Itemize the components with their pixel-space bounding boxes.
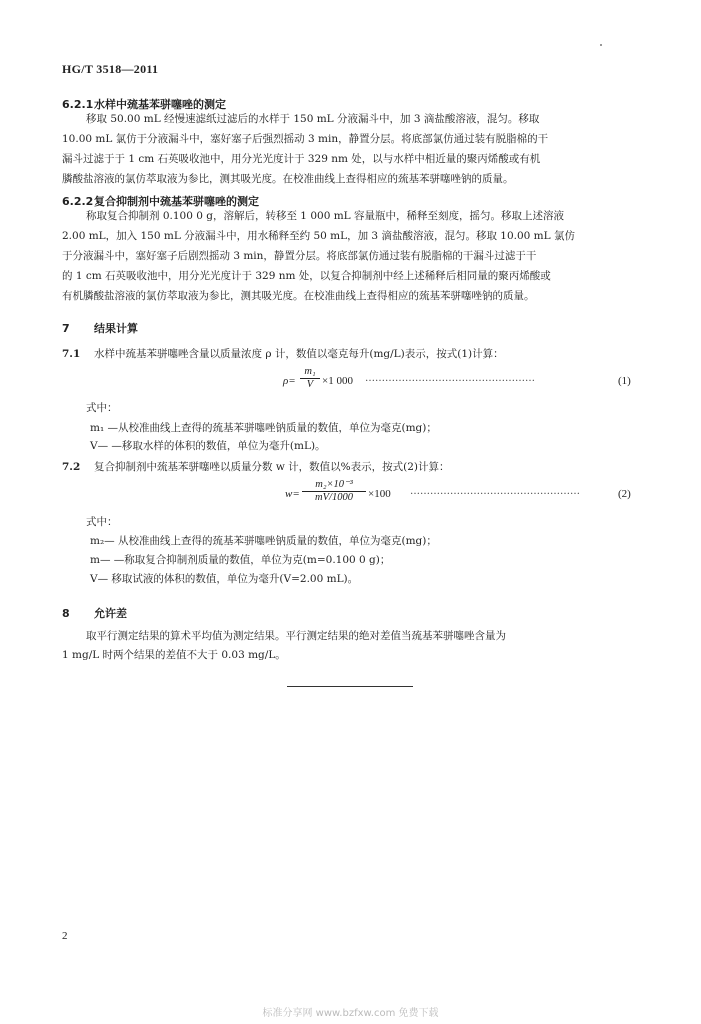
where-label: 式中： [86,516,118,528]
variable-definition: m₂— 从校准曲线上查得的巯基苯骈噻唑钠质量的数值，单位为毫克(mg)； [90,535,437,547]
paragraph-line: 称取复合抑制剂 0.100 0 g，溶解后，转移至 1 000 mL 容量瓶中，稀释至刻度，摇匀。移取上述溶液 [86,210,564,222]
variable-definition: m— —称取复合抑制剂质量的数值，单位为克(m=0.100 0 g)； [90,554,391,566]
section-7-1-text [62,344,504,364]
speck-mark [600,44,602,46]
paragraph-line: 漏斗过滤于于 1 cm 石英吸收池中，用分光光度计于 329 nm 处，以与水样中相近量的聚丙烯酸或有机 [62,153,541,165]
page-number: 2 [62,930,68,942]
equation-1-fraction [300,366,320,391]
section-number: 6.2.1 [62,98,94,111]
variable-definition: V— 移取试液的体积的数值，单位为毫升(V=2.00 mL)。 [90,573,359,585]
equation-2-leader: …………………………………………… [410,486,580,497]
variable-definition: V— —移取水样的体积的数值，单位为毫升(mL)。 [90,440,326,452]
section-number: 7 [62,322,70,335]
equation-1-lhs: ρ= [283,375,296,387]
section-title: 复合抑制剂中巯基苯骈噻唑的测定 [94,195,259,208]
paragraph-line: 膦酸盐溶液的氯仿萃取液为参比，测其吸光度。在校准曲线上查得相应的巯基苯骈噻唑钠的质量。 [62,173,514,185]
equation-1-leader: …………………………………………… [365,373,535,384]
paragraph-line: 1 mg/L 时两个结果的差值不大于 0.03 mg/L。 [62,649,286,661]
variable-definition: m₁ —从校准曲线上查得的巯基苯骈噻唑钠质量的数值，单位为毫克(mg)； [90,422,437,434]
paragraph-line: 10.00 mL 氯仿于分液漏斗中，塞好塞子后强烈摇动 3 min，静置分层。将底部氯仿通过装有脱脂棉的干 [62,133,549,145]
paragraph-line: 取平行测定结果的算术平均值为测定结果。平行测定结果的绝对差值当巯基苯骈噻唑含量为 [86,630,506,642]
section-number: 7.1 [62,348,81,360]
equation-2-rhs: ×100 [368,488,391,500]
equation-2-lhs: w= [285,488,300,500]
paragraph-line: 于分液漏斗中，塞好塞子后剧烈摇动 3 min，静置分层。将底部氯仿通过装有脱脂棉的干漏斗过滤于干 [62,250,537,262]
standard-code-header: HG/T 3518—2011 [62,62,159,76]
section-text: 复合抑制剂中巯基苯骈噻唑以质量分数 w 计，数值以%表示，按式(2)计算： [94,461,450,473]
section-title: 结果计算 [94,322,138,335]
paragraph-line: 有机膦酸盐溶液的氯仿萃取液为参比，测其吸光度。在校准曲线上查得相应的巯基苯骈噻唑钠的质量。 [62,290,535,302]
equation-1-rhs: ×1 000 [322,375,353,387]
section-text: 水样中巯基苯骈噻唑含量以质量浓度 ρ 计，数值以毫克每升(mg/L)表示，按式(1)计算： [94,348,504,360]
section-title: 水样中巯基苯骈噻唑的测定 [94,98,226,111]
section-7-heading [62,320,138,336]
equation-2-denominator: mV/1000 [315,492,353,503]
where-label: 式中： [86,402,118,414]
section-number: 6.2.2 [62,195,94,208]
paragraph-line: 移取 50.00 mL 经慢速滤纸过滤后的水样于 150 mL 分液漏斗中，加 3 滴盐酸溶液，混匀。移取 [86,113,540,125]
paragraph-line: 2.00 mL，加入 150 mL 分液漏斗中，用水稀释至约 50 mL，加 3 滴盐酸溶液，混匀。移取 10.00 mL 氯仿 [62,230,575,242]
section-number: 8 [62,607,70,620]
equation-1-denominator: V [306,379,314,390]
equation-2-fraction [302,479,366,504]
equation-2-number: (2) [618,488,631,500]
section-number: 7.2 [62,461,81,473]
equation-1-number: (1) [618,375,631,387]
end-rule [287,686,413,687]
section-title: 允许差 [94,607,127,620]
watermark: 标准分享网 www.bzfxw.com 免费下载 [262,1008,439,1019]
equation-1-numerator: m₁ [300,366,320,379]
equation-2-numerator: m₂×10⁻³ [302,479,366,492]
section-8-heading [62,605,127,621]
paragraph-line: 的 1 cm 石英吸收池中，用分光光度计于 329 nm 处，以复合抑制剂中经上述稀释后相同量的聚丙烯酸或 [62,270,551,282]
section-7-2-text [62,457,450,477]
